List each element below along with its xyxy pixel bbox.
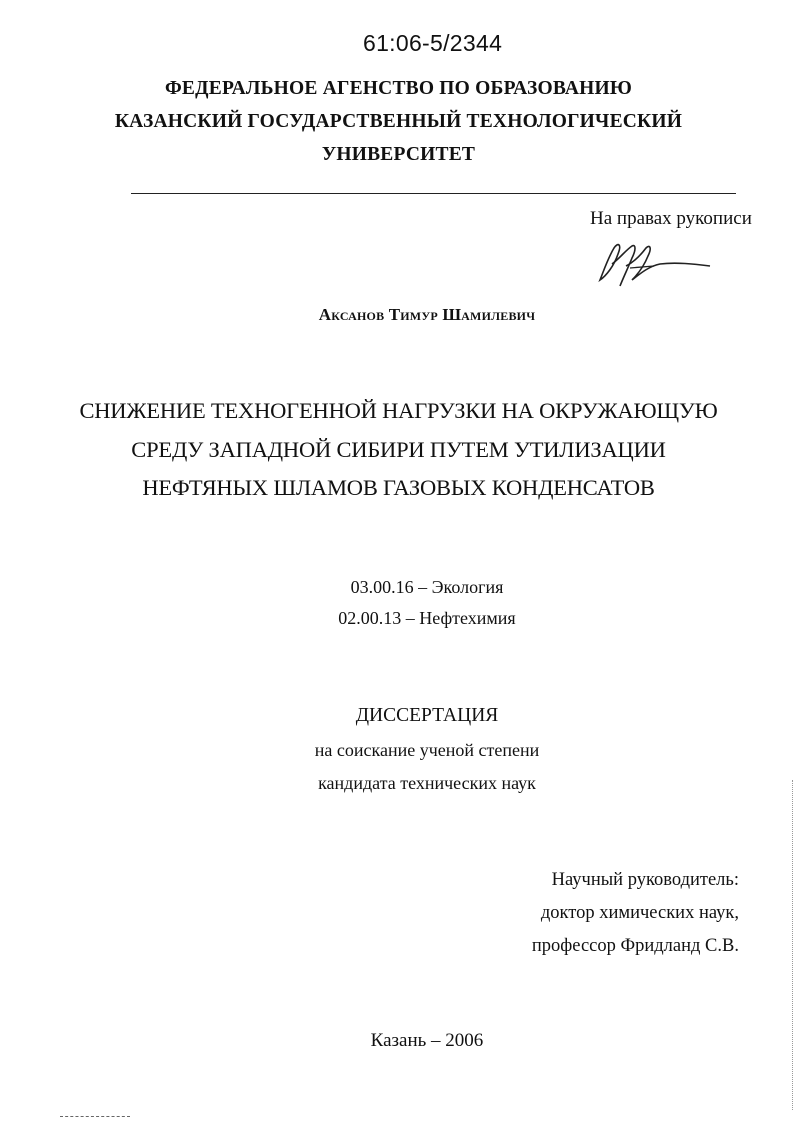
scan-artifact-line	[60, 1116, 130, 1117]
handwritten-signature	[590, 236, 720, 292]
degree-line-1: на соискание ученой степени	[314, 740, 540, 760]
manuscript-note: На правах рукописи	[590, 208, 752, 229]
catalog-code: 61:06-5/2344	[363, 30, 503, 56]
organization-line-1: ФЕДЕРАЛЬНОЕ АГЕНСТВО ПО ОБРАЗОВАНИЮ	[164, 78, 632, 99]
organization-line-3: УНИВЕРСИТЕТ	[321, 144, 476, 165]
degree-line-2: кандидата технических наук	[318, 773, 536, 793]
supervisor-degree: доктор химических наук,	[540, 903, 739, 923]
organization-line-2: КАЗАНСКИЙ ГОСУДАРСТВЕННЫЙ ТЕХНОЛОГИЧЕСКИЙ	[114, 111, 683, 132]
author-name: Аксанов Тимур Шамилевич	[318, 305, 536, 324]
supervisor-label: Научный руководитель:	[551, 870, 739, 890]
header-divider	[131, 193, 736, 194]
document-type: ДИССЕРТАЦИЯ	[355, 705, 499, 726]
specialty-code-2: 02.00.13 – Нефтехимия	[338, 608, 516, 628]
thesis-title-line-3: НЕФТЯНЫХ ШЛАМОВ ГАЗОВЫХ КОНДЕНСАТОВ	[142, 475, 655, 500]
scan-artifact-edge	[792, 780, 793, 1110]
thesis-title-line-1: СНИЖЕНИЕ ТЕХНОГЕННОЙ НАГРУЗКИ НА ОКРУЖАЮЩУЮ	[79, 398, 718, 423]
place-and-year: Казань – 2006	[370, 1030, 484, 1051]
supervisor-name: профессор Фридланд С.В.	[531, 936, 739, 956]
specialty-code-1: 03.00.16 – Экология	[350, 577, 504, 597]
thesis-title-line-2: СРЕДУ ЗАПАДНОЙ СИБИРИ ПУТЕМ УТИЛИЗАЦИИ	[131, 437, 666, 462]
